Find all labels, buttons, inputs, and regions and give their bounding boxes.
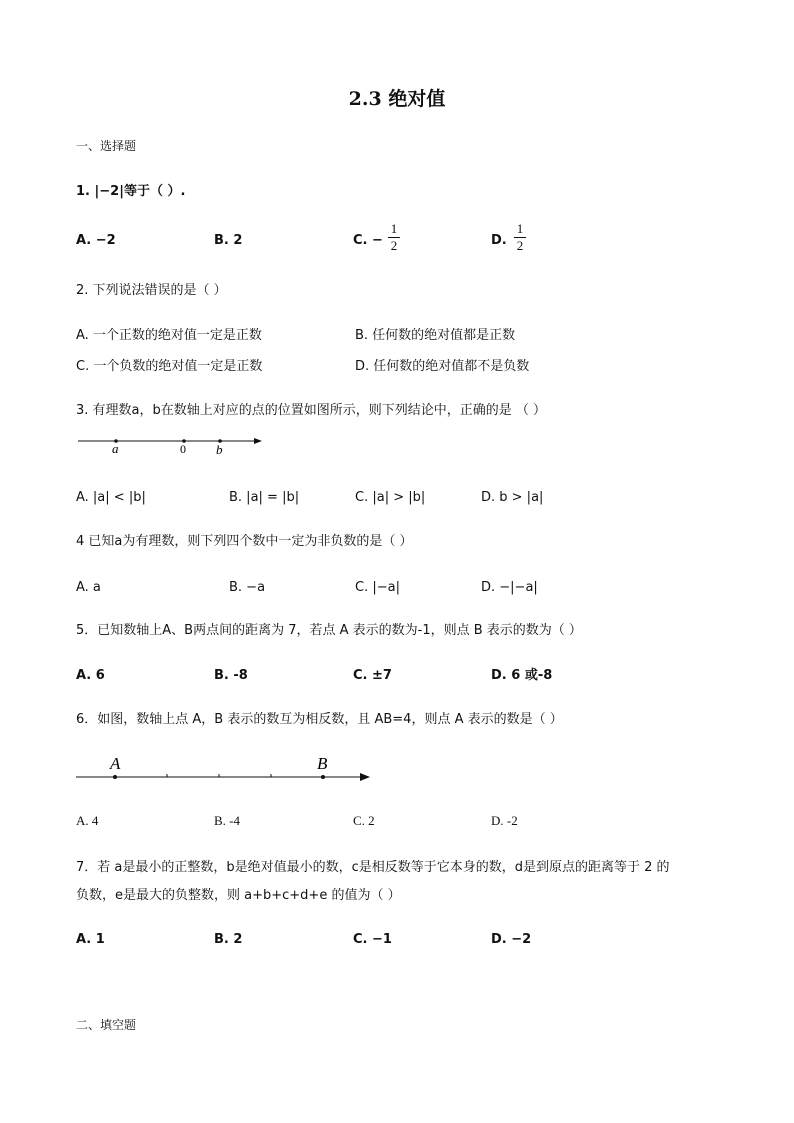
section-heading-fill: 二、填空题 [76,1018,137,1032]
point-B-dot [321,775,325,779]
question-2-stem: 2. 下列说法错误的是（ ） [76,283,227,298]
q4-option-d: D. −|−a| [481,580,538,595]
q7-option-c: C. −1 [353,932,392,947]
point-A-dot [113,775,117,779]
page-title: 2.3 绝对值 [348,88,446,110]
q3-option-d: D. b > |a| [481,490,544,505]
question-4-stem: 4 已知a为有理数，则下列四个数中一定为非负数的是（ ） [76,534,413,549]
question-1-stem: 1. |−2|等于（ ）. [76,184,186,199]
q4-option-c: C. |−a| [355,580,400,595]
point-b-label: b [216,442,223,457]
q6-number-line [76,752,376,786]
q7-option-a: A. 1 [76,932,105,947]
q1-option-d: D. [491,233,507,248]
q1-option-c-fraction [388,222,400,253]
q4-option-b: B. −a [229,580,266,595]
question-7-line-1: 7．若 a是最小的正整数，b是绝对值最小的数，c是相反数等于它本身的数，d是到原点的距离等于 2 的 [76,860,670,875]
question-3-stem: 3. 有理数a，b在数轴上对应的点的位置如图所示，则下列结论中，正确的是 （ ） [76,403,547,418]
q6-option-d: D. -2 [491,813,518,828]
origin-label: 0 [180,442,186,456]
point-A-label: A [110,754,121,773]
fraction-denominator: 2 [516,238,524,253]
q2-option-d: D. 任何数的绝对值都不是负数 [355,359,530,374]
q6-option-a: A. 4 [76,813,99,828]
section-heading-choice: 一、选择题 [76,139,137,153]
q1-option-a: A. −2 [76,233,116,248]
q6-option-c: C. 2 [353,813,375,828]
q7-option-d: D. −2 [491,932,532,947]
point-a-label: a [112,441,119,456]
fraction-numerator: 1 [390,221,398,236]
point-B-label: B [317,754,328,773]
q3-option-a: A. |a| < |b| [76,490,146,505]
question-7-line-2: 负数，e是最大的负整数，则 a+b+c+d+e 的值为（ ） [76,888,401,903]
question-5-stem: 5．已知数轴上A、B两点间的距离为 7，若点 A 表示的数为-1，则点 B 表示的数为（ ） [76,623,582,638]
q3-option-c: C. |a| > |b| [355,490,426,505]
q5-option-d: D. 6 或-8 [491,668,553,683]
fraction-denominator: 2 [390,238,398,253]
q5-option-c: C. ±7 [353,668,392,683]
q2-option-a: A. 一个正数的绝对值一定是正数 [76,328,262,343]
q6-option-b: B. -4 [214,813,240,828]
q3-option-b: B. |a| = |b| [229,490,300,505]
question-6-stem: 6．如图，数轴上点 A，B 表示的数互为相反数，且 AB=4，则点 A 表示的数是（ ） [76,712,563,727]
q1-option-b: B. 2 [214,233,243,248]
q1-option-c: C. − [353,233,383,248]
q2-option-c: C. 一个负数的绝对值一定是正数 [76,359,263,374]
q5-option-b: B. -8 [214,668,248,683]
q1-option-d-fraction [514,222,526,253]
q7-option-b: B. 2 [214,932,243,947]
q2-option-b: B. 任何数的绝对值都是正数 [355,328,516,343]
q5-option-a: A. 6 [76,668,105,683]
fraction-numerator: 1 [516,221,524,236]
q4-option-a: A. a [76,580,101,595]
q3-number-line [76,430,276,460]
